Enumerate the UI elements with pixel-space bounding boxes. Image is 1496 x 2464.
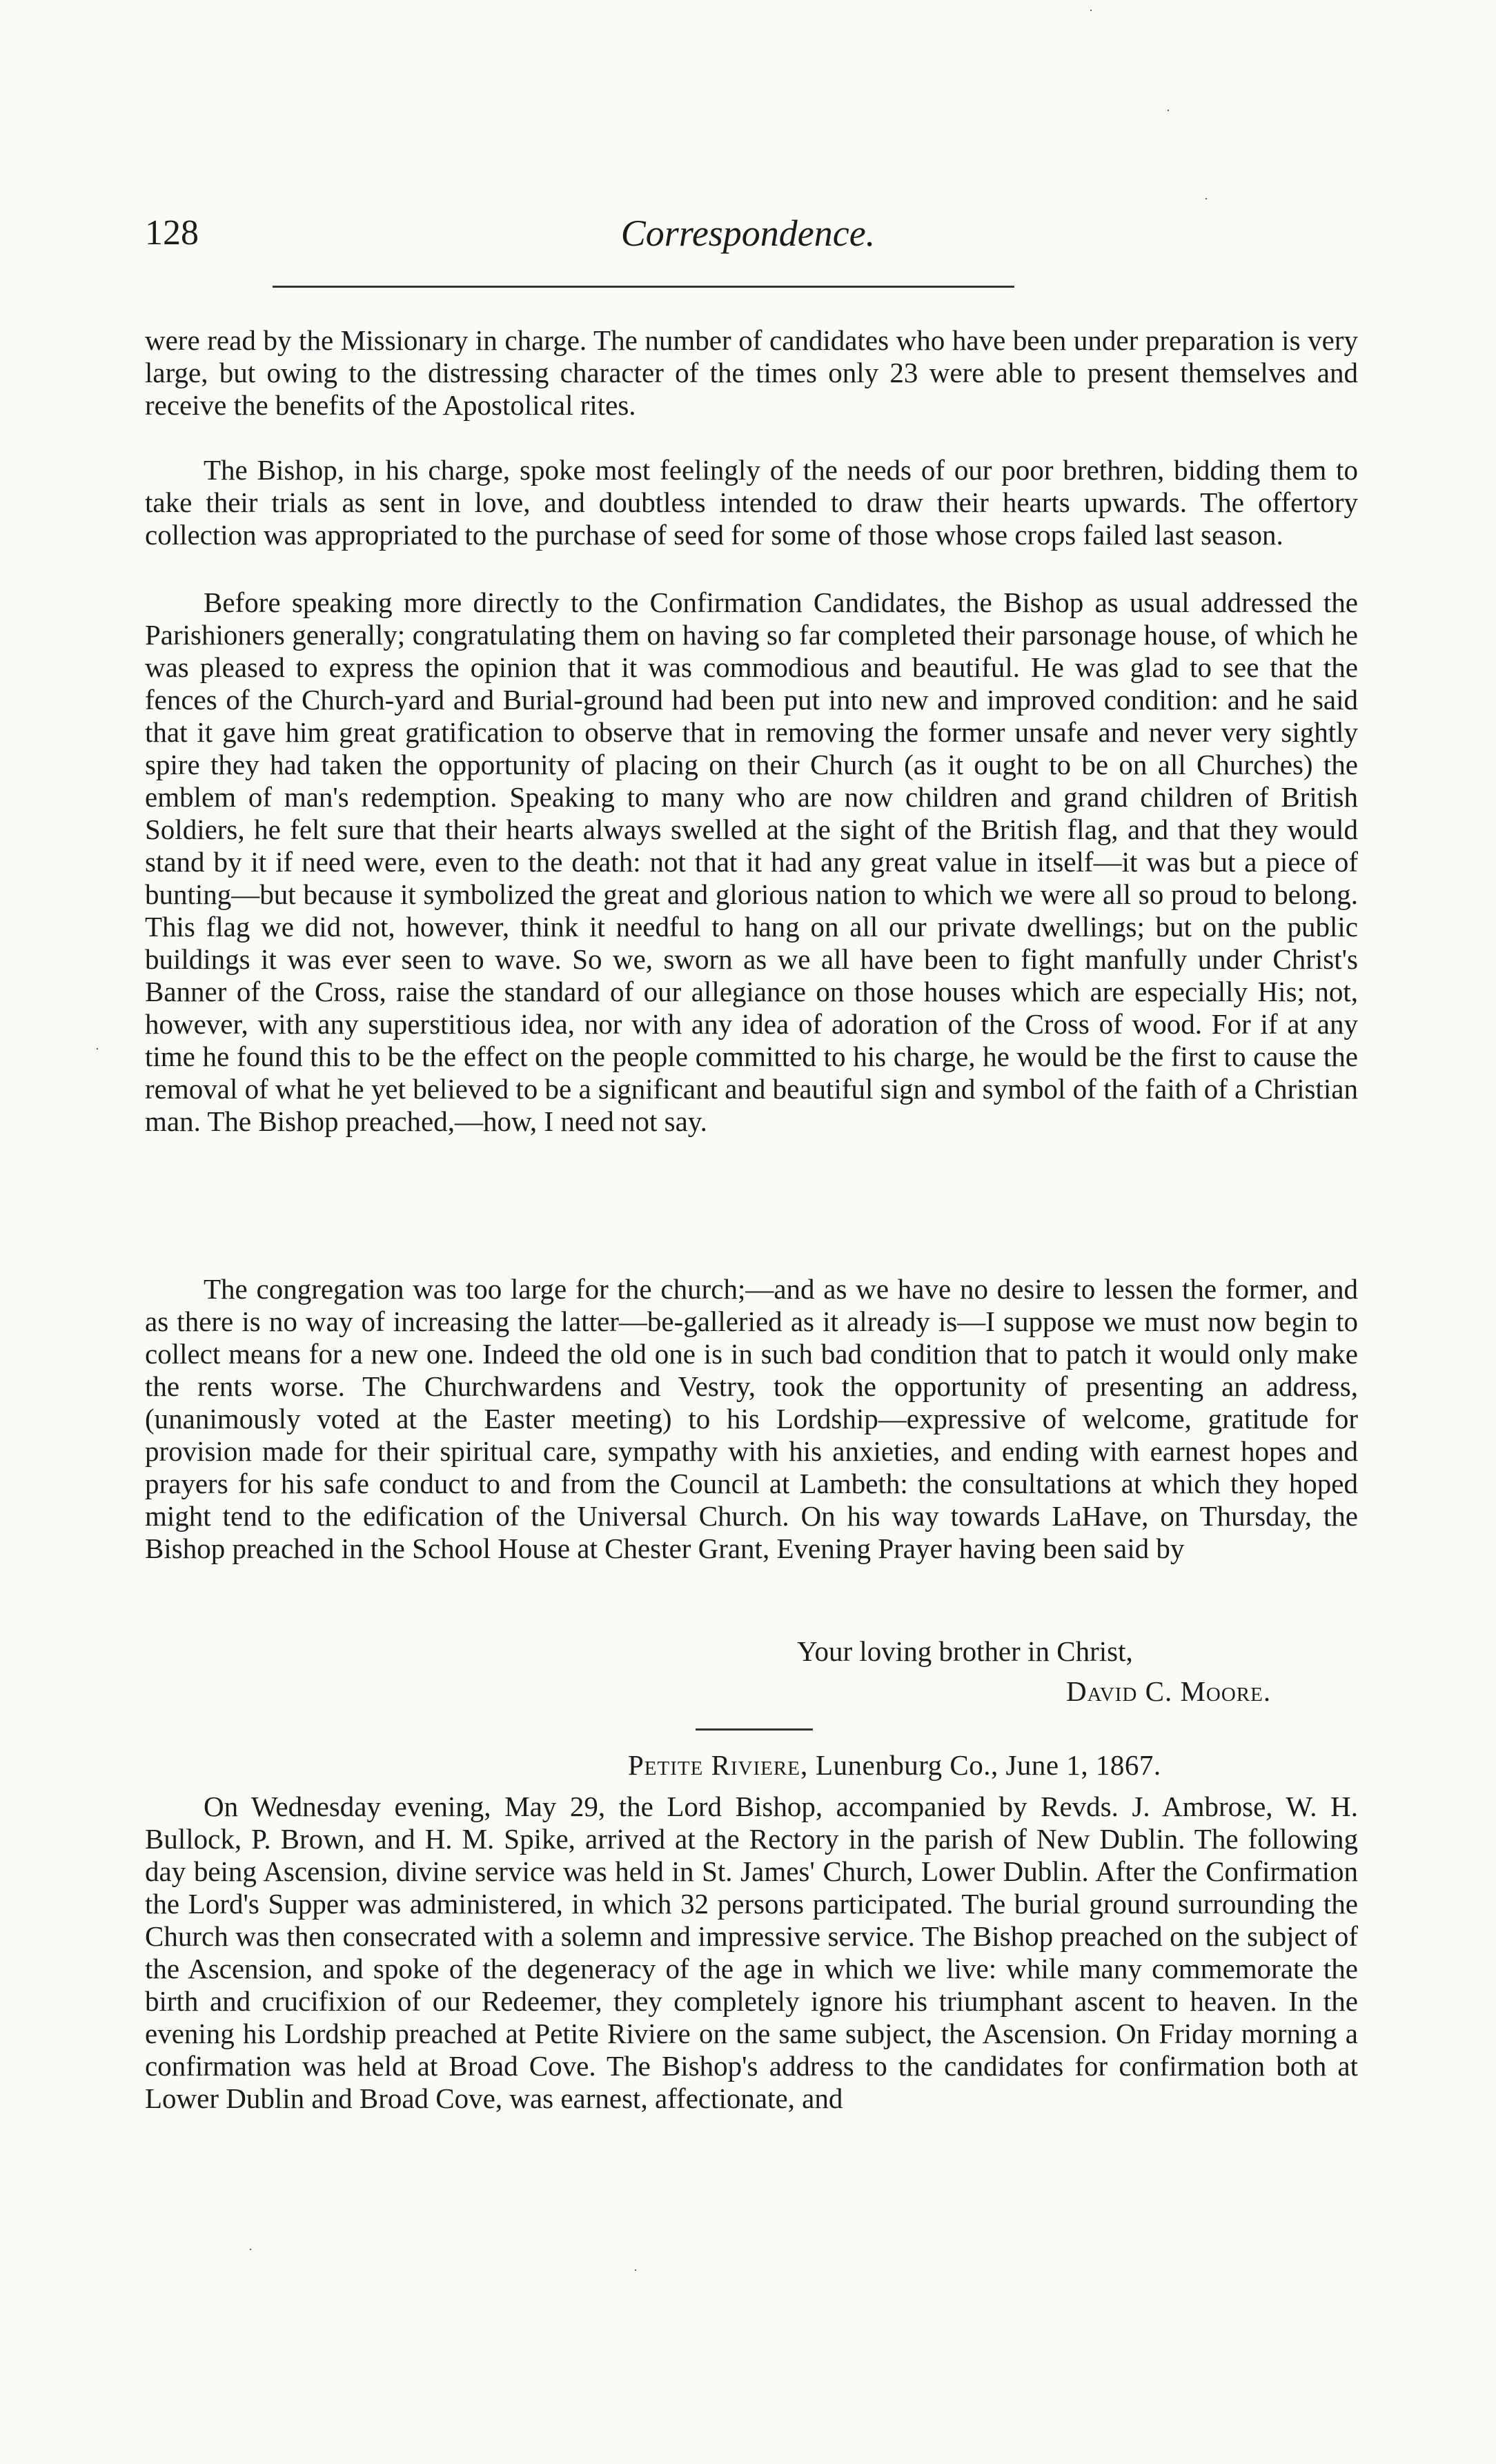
margin-speck: · xyxy=(1166,104,1170,117)
letter-signature: David C. Moore. xyxy=(1066,1675,1272,1707)
paragraph-2: The Bishop, in his charge, spoke most feelingly of the needs of our poor brethren, bidding them to take their trials as sent in love, and doubtless intended to draw their hearts upwards. The offertory collection was appropriated to the purchase of seed for some of those whose crops failed last season. xyxy=(145,454,1358,551)
paragraph-3: Before speaking more directly to the Confirmation Candidates, the Bishop as usual addressed the Parishioners generally; congratulating them on having so far completed their parsonage house, of which he was pleased to express the opinion that it was commodious and beautiful. He was glad to see that the fences of the Church-yard and Burial-ground had been put into new and improved condition: and he said that it gave him great gratification to observe that in removing the former unsafe and never very sightly spire they had taken the opportunity of placing on their Church (as it ought to be on all Churches) the emblem of man's redemption. Speaking to many who are now children and grand children of British Soldiers, he felt sure that their hearts always swelled at the sight of the British flag, and that they would stand by it if need were, even to the death: not that it had any great value in itself—it was but a piece of bunting—but because it symbolized the great and glorious nation to which we were all so proud to belong. This flag we did not, however, think it needful to hang on all our private dwellings; but on the public buildings it was ever seen to wave. So we, sworn as we all have been to fight manfully under Christ's Banner of the Cross, raise the standard of our allegiance on those houses which are especially His; not, however, with any superstitious idea, nor with any idea of adoration of the Cross of wood. For if at any time he found this to be the effect on the people committed to his charge, he would be the first to cause the removal of what he yet believed to be a significant and beautiful sign and symbol of the faith of a Christian man. The Bishop preached,—how, I need not say. xyxy=(145,587,1358,1137)
paragraph-4: The congregation was too large for the church;—and as we have no desire to lessen the former, and as there is no way of increasing the latter—be-galleried as it already is—I suppose we must now begin to collect means for a new one. Indeed the old one is in such bad condition that to patch it would only make the rents worse. The Churchwardens and Vestry, took the opportunity of presenting an address, (unanimously voted at the Easter meeting) to his Lordship—expressive of welcome, gratitude for provision made for their spiritual care, sympathy with his anxieties, and ending with earnest hopes and prayers for his safe conduct to and from the Council at Lambeth: the consultations at which they hoped might tend to the edification of the Universal Church. On his way towards LaHave, on Thursday, the Bishop preached in the School House at Chester Grant, Evening Prayer having been said by xyxy=(145,1273,1358,1564)
margin-speck: · xyxy=(95,1042,99,1056)
running-head: Correspondence. xyxy=(620,213,876,254)
margin-speck: · xyxy=(1089,3,1093,17)
dateline xyxy=(628,1749,1161,1782)
dateline-rest: Lunenburg Co., June 1, 1867. xyxy=(808,1749,1161,1781)
margin-speck: · xyxy=(1204,192,1208,206)
section-rule xyxy=(696,1728,813,1731)
header-rule xyxy=(273,286,1014,288)
paragraph-1: were read by the Missionary in charge. The number of candidates who have been under preparation is very large, but owing to the distressing character of the times only 23 were able to present themselves and receive the benefits of the Apostolical rites. xyxy=(145,324,1358,421)
dateline-place: Petite Riviere, xyxy=(628,1749,809,1781)
paragraph-5: On Wednesday evening, May 29, the Lord Bishop, accompanied by Revds. J. Ambrose, W. H. Bullock, P. Brown, and H. M. Spike, arrived at the Rectory in the parish of New Dublin. The following day being Ascension, divine service was held in St. James' Church, Lower Dublin. After the Confirmation the Lord's Supper was administered, in which 32 persons participated. The burial ground surrounding the Church was then consecrated with a solemn and impressive service. The Bishop preached on the subject of the Ascension, and spoke of the degeneracy of the age in which we live: while many commemorate the birth and crucifixion of our Redeemer, they completely ignore his triumphant ascent to heaven. In the evening his Lordship preached at Petite Riviere on the same subject, the Ascension. On Friday morning a confirmation was held at Broad Cove. The Bishop's address to the candidates for confirmation both at Lower Dublin and Broad Cove, was earnest, affectionate, and xyxy=(145,1791,1358,2114)
margin-speck: · xyxy=(248,2243,253,2256)
margin-speck: · xyxy=(633,2263,638,2277)
page-number: 128 xyxy=(145,213,199,253)
letter-signoff: Your loving brother in Christ, xyxy=(797,1635,1133,1667)
